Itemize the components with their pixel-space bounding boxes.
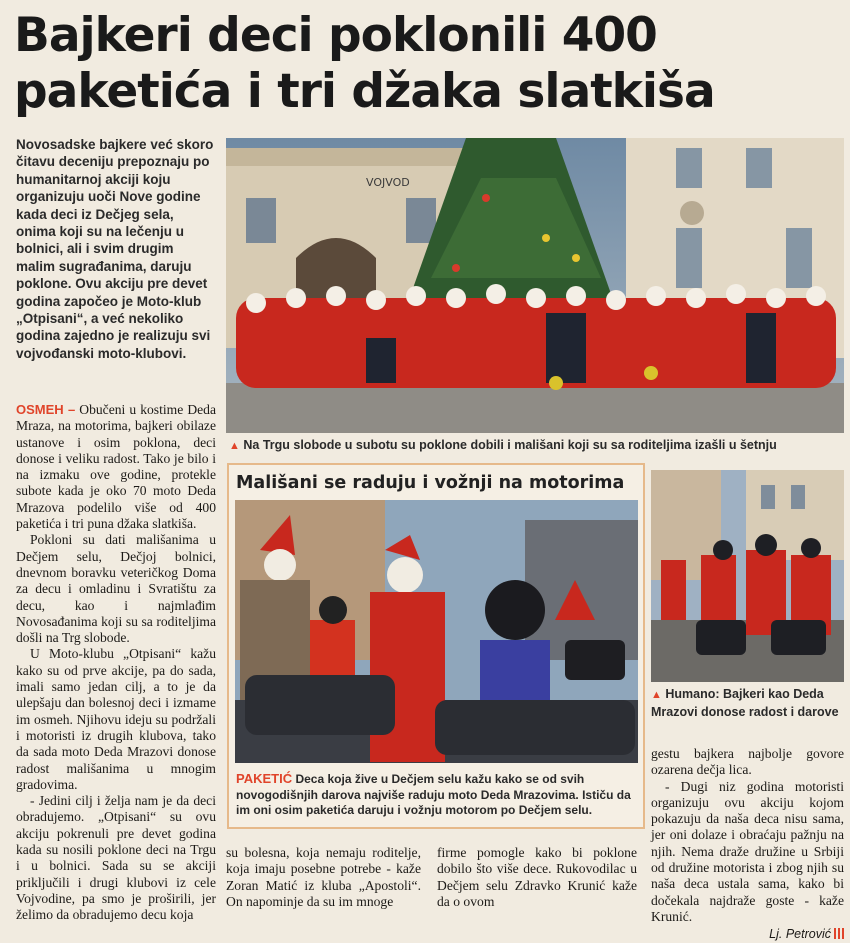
headline-line-1: Bajkeri deci poklonili 400 [14,8,657,63]
column-1 [16,402,216,924]
col1-paragraph-2: Pokloni su dati mališanima u Dečjem selu, Dečjoj bolnici, dnevnom boravku veteričkog Doma za decu i omladinu i Svratištu za decu, kao i najmlađim Novosađanima koji su sa roditeljima došli na Trg slobode. [16,532,216,646]
author-signature: Lj. Petrović [769,927,831,942]
end-mark-icon [834,928,844,939]
col2-paragraph: su bolesna, koja nemaju roditelje, koja imaju posebne potrebe - kaže Zoran Matić iz kluba „Apostoli“. On napominje da su im mnoge [226,845,421,909]
col1-paragraph-4: - Jedini cilj i želja nam je da deci obradujemo. „Otpisani“ su ovu akciju pokrenuli pre devet godina kada su nosili poklone deci na Trgu i u bolnici. Sada su se akciji priključili i drugi klubovi iz cele Vojvodine, pa smo je proširili, jer želimo da obradujemo decu koja [16,793,216,923]
right-photo-caption [651,686,844,721]
santa-crowd-illustration [226,138,844,433]
caption-triangle-icon: ▲ [229,440,240,452]
headline-line-2: paketića i tri džaka slatkiša [14,64,715,119]
col3-paragraph: firme pomogle kako bi poklone dobilo što više dece. Rukovodilac u Dečjem selu Zdravko Krunić kaže da o ovom [437,845,637,909]
right-caption-triangle-icon: ▲ [651,689,662,701]
main-photo [226,138,844,433]
col1-paragraph-3: U Moto-klubu „Otpisani“ kažu kako su od prve akcije, pa do sada, imali samo jedan cilj, a to je da ulepšaju dan bolesnoj deci i izmame im osmeh. Njihovu ideju su podržali i motoristi iz drugih klubova, tako da sada moto Deda Mrazovi donose radost mališanima u mnogim gradovima. [16,646,216,792]
column-3-bottom [437,845,637,910]
byline [651,926,844,942]
kids-on-motorbike-illustration [235,500,638,763]
box-kicker: PAKETIĆ [236,771,293,786]
article-headline [14,8,844,120]
col4-paragraph-2: - Dugi niz godina motoristi organizuju ovu akciju kojom pokazuju da naša deca nisu sama, jer oni dolaze i obraćaju pažnju na njih. Nema draže družine u Srbiji od družine motorista i zbog njih su naša deca ustala sama, kako bi dočekala najdraže goste - kaže Krunić. [651,778,844,924]
col1-p1-text: Obučeni u kostime Deda Mraza, na motorima, bajkeri obilaze ustanove i osim poklona, deci donose i veliku radost. Tako je bilo i na izmaku ove godine, protekle subote kada je oko 70 moto Deda Mrazova podelilo više od 400 paketića i tri puna džaka slatkiša. [16,402,216,532]
col1-paragraph-1 [16,402,216,532]
right-photo-caption-text: Humano: Bajkeri kao Deda Mrazovi donose radost i darove [651,687,839,719]
main-photo-caption [229,437,844,455]
right-photo [651,470,844,682]
box-caption [236,771,636,819]
biker-santas-illustration [651,470,844,682]
building-sign: VOJVOD [366,176,410,189]
col1-kicker: OSMEH – [16,402,76,417]
box-title: Mališani se raduju i vožnji na motorima [236,473,625,493]
article-lead: Novosadske bajkere već skoro čitavu deceniju prepoznaju po humanitarnoj akciji koju organizuju uoči Nove godine kada deci iz Dečjeg sela, onima koji su na lečenju u bolnici, ali i svim drugim malim sugrađanima, daruju poklone. Ovu akciju pre devet godina započeo je Moto-klub „Otpisani“, a već nekoliko godina zajedno je realizuju svi vojvođanski moto-klubovi. [16,137,214,361]
main-photo-caption-text: Na Trgu slobode u subotu su poklone dobili i mališani koji su sa roditeljima izašli u šetnju [243,438,777,452]
col4-paragraph-1: gestu bajkera najbolje govore ozarena dečja lica. [651,746,844,778]
column-4 [651,746,844,943]
box-photo [235,500,638,763]
column-2-bottom [226,845,421,910]
box-caption-text: Deca koja žive u Dečjem selu kažu kako se od svih novogodišnjih darova najviše raduju moto Deda Mrazovima. Ističu da im oni osim paketića daruju i vožnju motorom po Dečjem selu. [236,772,631,817]
